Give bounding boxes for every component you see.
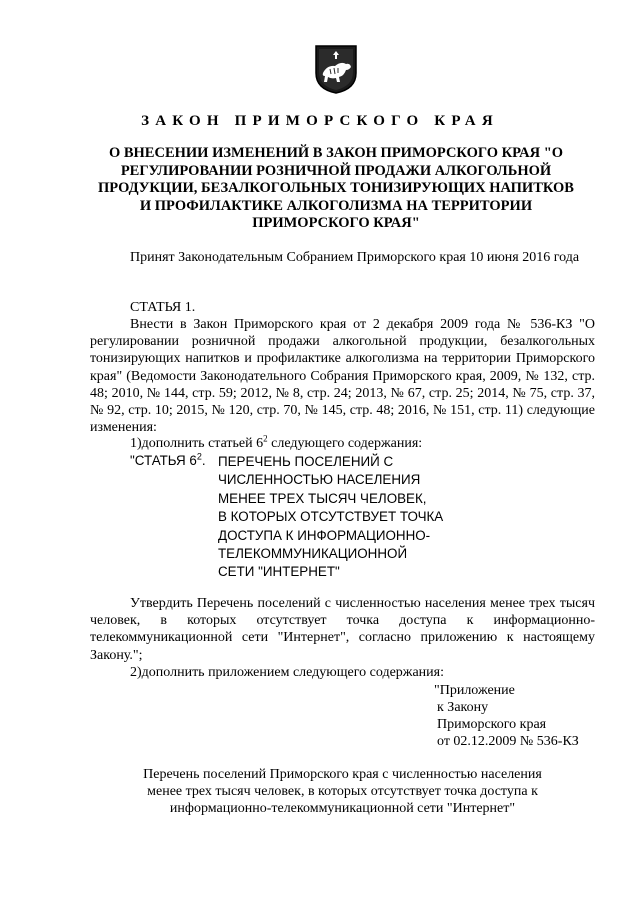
new-article-label [130,453,206,468]
coat-of-arms-icon [313,43,359,95]
subtitle-line: РЕГУЛИРОВАНИИ РОЗНИЧНОЙ ПРОДАЖИ АЛКОГОЛЬНОЙ [120,162,552,179]
new-article-title [218,453,443,582]
law-title: ЗАКОН ПРИМОРСКОГО КРАЯ [141,113,499,129]
approve-text: Утвердить Перечень поселений с численностью населения менее трех тысяч человек, в которых отсутствует точка доступа к информационно-телекоммуникационной сети "Интернет", согласно приложению к настоящему Закону."; [90,596,595,663]
new-article-label-text: "СТАТЬЯ 6 [130,453,197,468]
adoption-note: Принят Законодательным Собранием Приморского края 10 июня 2016 года [130,250,580,265]
annex-label-line: от 02.12.2009 № 536-КЗ [437,734,579,749]
law-subtitle [97,145,575,233]
new-article-title-line: МЕНЕЕ ТРЕХ ТЫСЯЧ ЧЕЛОВЕК, [218,490,427,506]
new-article-title-line: ТЕЛЕКОММУНИКАЦИОННОЙ [218,546,408,562]
annex-title-line: менее трех тысяч человек, в которых отсутствует точка доступа к [147,784,538,799]
item-1-text-end: следующего содержания: [267,436,423,451]
item-1-sup: 2 [263,433,268,444]
new-article-title-line: ДОСТУПА К ИНФОРМАЦИОННО- [218,527,431,543]
item-2: 2)дополнить приложением следующего содержания: [130,665,444,680]
new-article-title-line: ЧИСЛЕННОСТЬЮ НАСЕЛЕНИЯ [218,472,421,488]
new-article-sup: 2 [196,451,202,462]
annex-label-line: "Приложение [434,683,515,698]
annex-title [90,766,595,817]
subtitle-line: И ПРОФИЛАКТИКЕ АЛКОГОЛИЗМА НА ТЕРРИТОРИИ [139,197,533,214]
annex-title-line: информационно-телекоммуникационной сети "Интернет" [169,801,516,816]
annex-label-line: Приморского края [437,717,547,732]
new-article-title-line: ПЕРЕЧЕНЬ ПОСЕЛЕНИЙ С [218,454,394,469]
new-article-label-end: . [201,453,206,468]
subtitle-line: ПРИМОРСКОГО КРАЯ" [252,215,420,232]
new-article-title-line: В КОТОРЫХ ОТСУТСТВУЕТ ТОЧКА [218,509,444,525]
article-heading: СТАТЬЯ 1. [130,300,196,315]
new-article-title-line: СЕТИ "ИНТЕРНЕТ" [218,564,340,580]
subtitle-line: ПРОДУКЦИИ, БЕЗАЛКОГОЛЬНЫХ ТОНИЗИРУЮЩИХ НАПИТКОВ [98,180,574,197]
article-intro: Внести в Закон Приморского края от 2 декабря 2009 года № 536-КЗ "О регулировании розничной продажи алкогольной продукции, безалкогольных тонизирующих напитков и профилактике алкоголизма на территории Приморского края" (Ведомости Законодательного Собрания Приморского края, 2009, № 132, стр. 48; 2010, № 144, стр. 59; 2012, № 8, стр. 24; 2013, № 67, стр. 25; 2014, № 75, стр. 37, № 92, стр. 10; 2015, № 120, стр. 70, № 145, стр. 48; 2016, № 151, стр. 11) следующие изменения: [90,317,595,436]
annex-label-line: к Закону [437,700,489,715]
annex-title-line: Перечень поселений Приморского края с численностью населения [143,767,542,782]
item-1-text: 1)дополнить статьей 6 [130,436,264,451]
item-1 [130,435,422,452]
subtitle-line: О ВНЕСЕНИИ ИЗМЕНЕНИЙ В ЗАКОН ПРИМОРСКОГО КРАЯ "О [108,145,564,161]
annex-label [434,682,579,750]
